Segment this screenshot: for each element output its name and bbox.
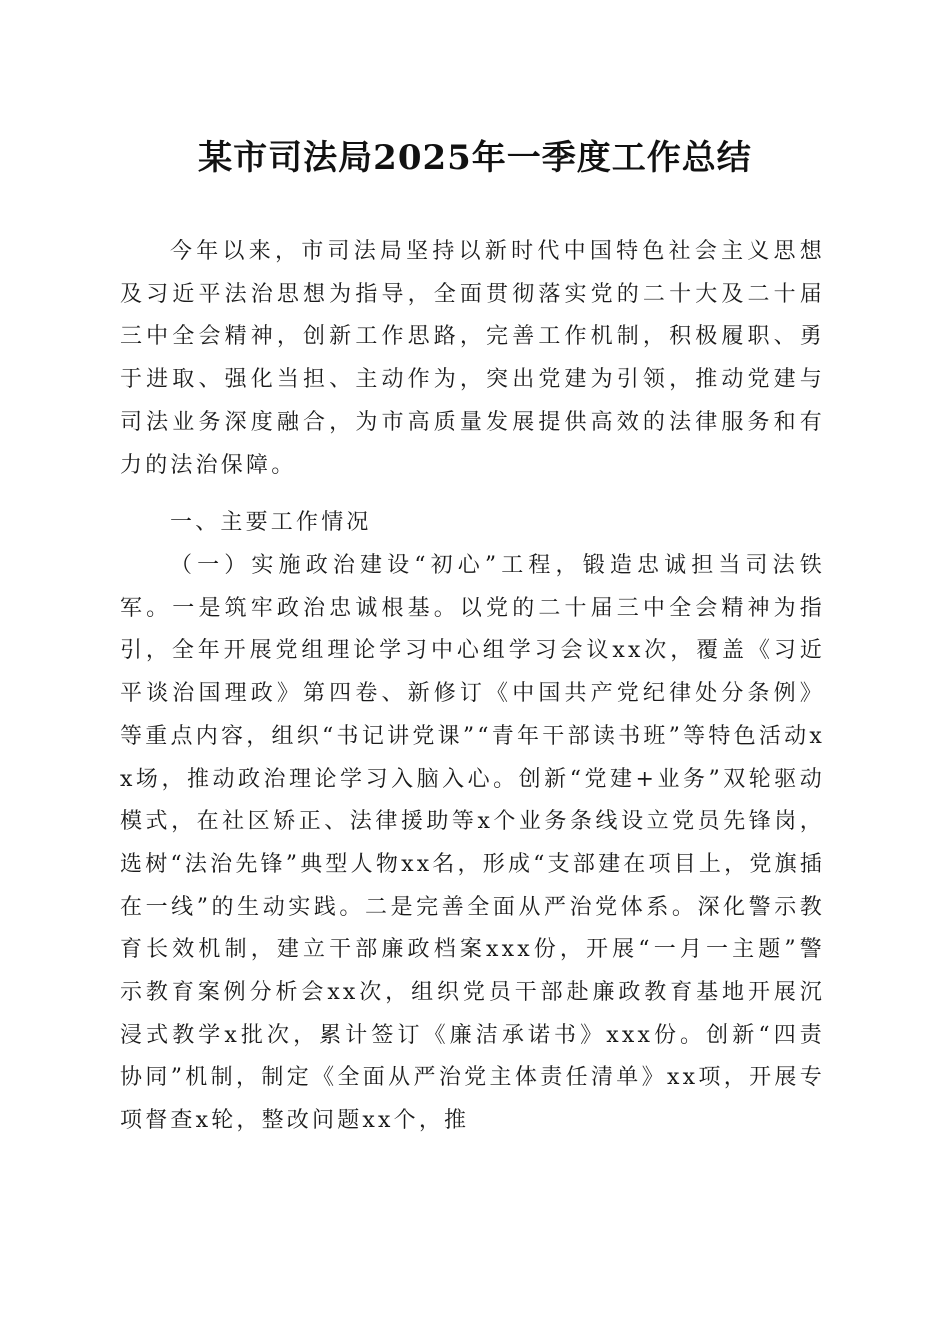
section-heading-text: 一、主要工作情况 <box>170 510 372 535</box>
document-title: 某市司法局2025年一季度工作总结 <box>198 138 752 178</box>
body-paragraph-section-1 <box>120 545 825 1143</box>
paragraph-text: 今年以来，市司法局坚持以新时代中国特色社会主义思想及习近平法治思想为指导，全面贯彻落实党的二十大及二十届三中全会精神，创新工作思路，完善工作机制，积极履职、勇于进取、强化当担、主动作为，突出党建为引领，推动党建与司法业务深度融合，为市高质量发展提供高效的法律服务和有力的法治保障。 <box>120 239 825 478</box>
section-heading <box>120 502 825 545</box>
paragraph-text: （一）实施政治建设“初心”工程，锻造忠诚担当司法铁军。一是筑牢政治忠诚根基。以党的二十届三中全会精神为指引，全年开展党组理论学习中心组学习会议xx次，覆盖《习近平谈治国理政》第四卷、新修订《中国共产党纪律处分条例》等重点内容，组织“书记讲党课”“青年干部读书班”等特色活动xx场，推动政治理论学习入脑入心。创新“党建+业务”双轮驱动模式，在社区矫正、法律援助等x个业务条线设立党员先锋岗，选树“法治先锋”典型人物xx名，形成“支部建在项目上，党旗插在一线”的生动实践。二是完善全面从严治党体系。深化警示教育长效机制，建立干部廉政档案xxx份，开展“一月一主题”警示教育案例分析会xx次，组织党员干部赴廉政教育基地开展沉浸式教学x批次，累计签订《廉洁承诺书》xxx份。创新“四责协同”机制，制定《全面从严治党主体责任清单》xx项，开展专项督查x轮，整改问题xx个，推 <box>120 553 825 1134</box>
body-paragraph-intro <box>120 231 825 487</box>
